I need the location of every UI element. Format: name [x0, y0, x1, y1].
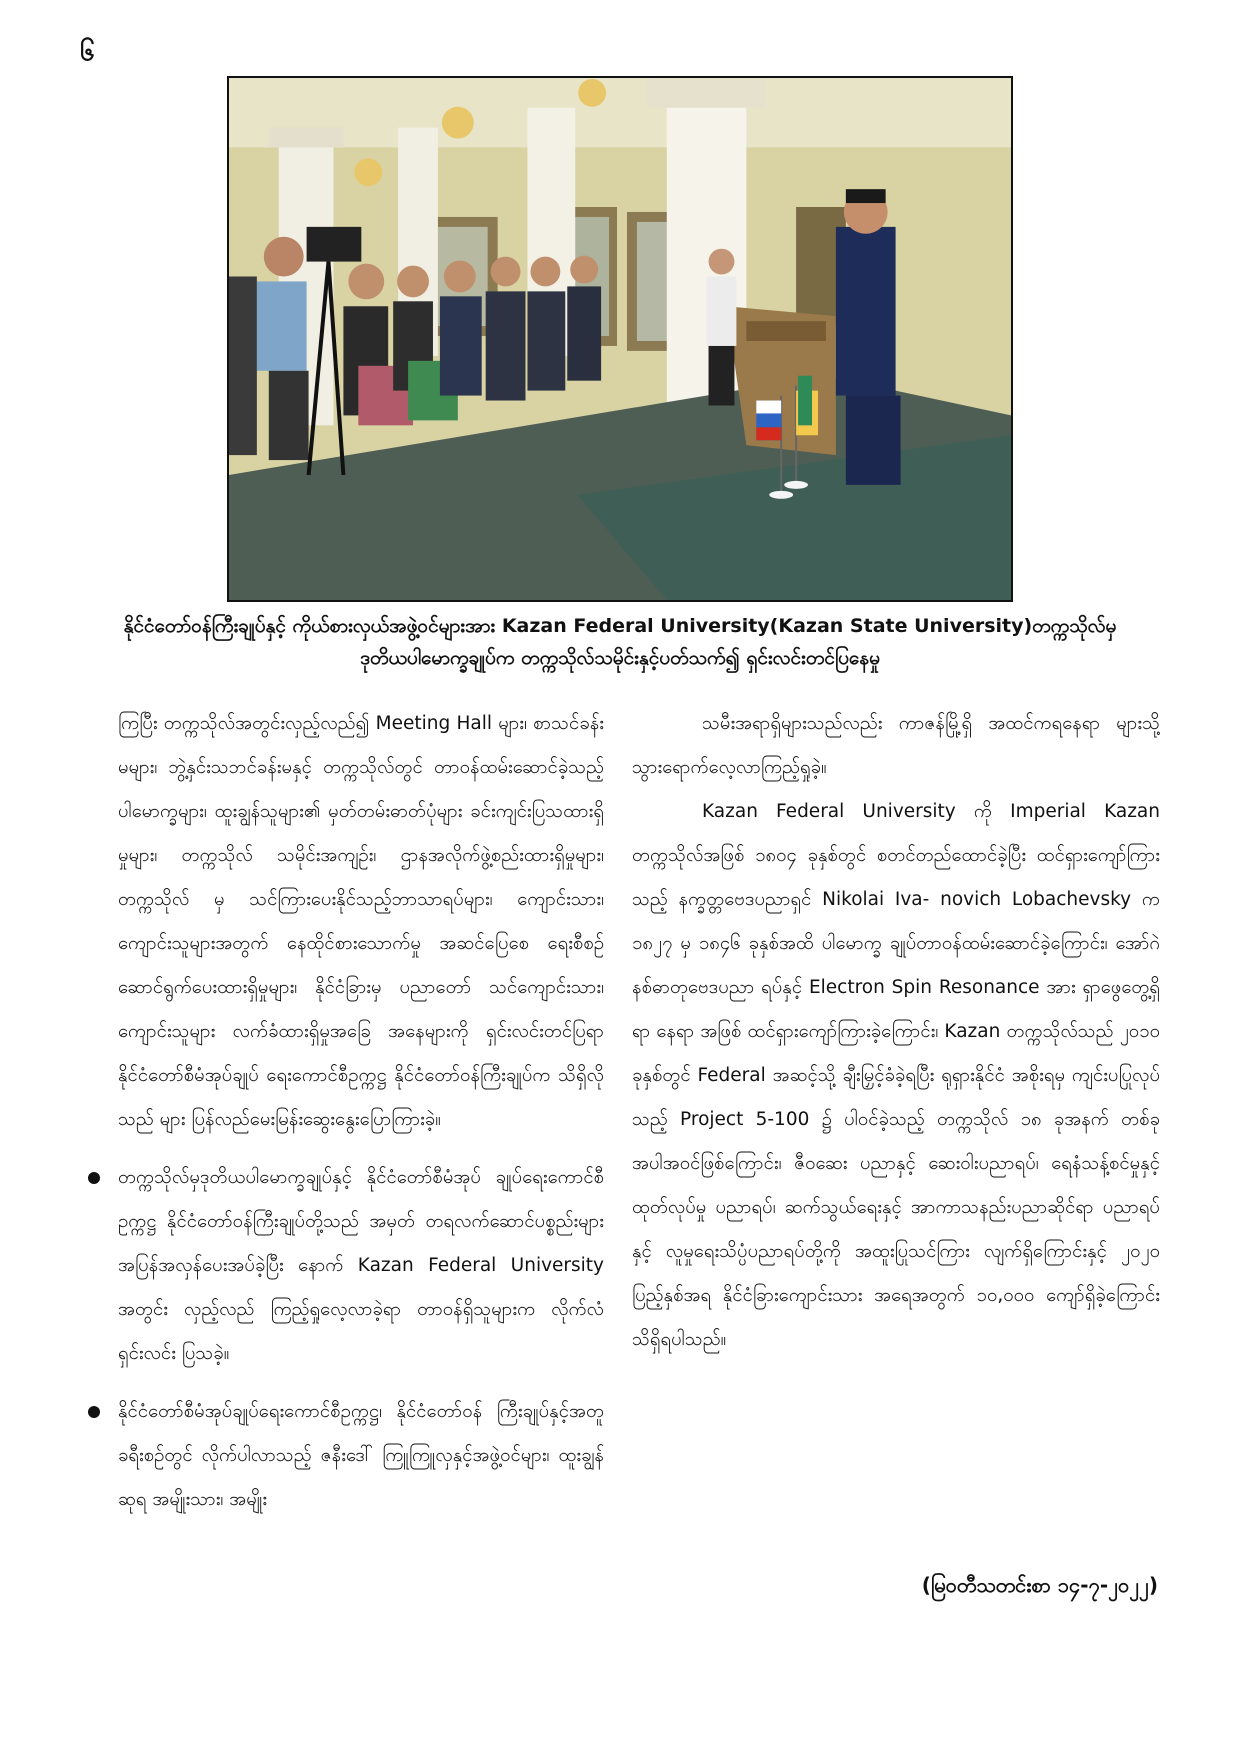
- page-number: ၆: [80, 37, 95, 67]
- photo-conference-hall: [229, 78, 1011, 600]
- left-paragraph: ကြပြီး တက္ကသိုလ်အတွင်းလှည့်လည်၍ Meeting Hall များ၊ စာသင်ခန်းမများ၊ ဘွဲ့နှင်းသဘင်ခန်းမနှင့် တက္ကသိုလ်တွင် တာဝန်ထမ်းဆောင်ခဲ့သည့် ပါမောက္ခများ၊ ထူးချွန်သူများ၏ မှတ်တမ်းဓာတ်ပုံများ ခင်းကျင်းပြသထားရှိမှုများ၊ တက္ကသိုလ် သမိုင်းအကျဉ်း၊ ဌာနအလိုက်ဖွဲ့စည်းထားရှိမှုများ၊ တက္ကသိုလ် မှ သင်ကြားပေးနိုင်သည့်ဘာသာရပ်များ၊ ကျောင်းသား၊ ကျောင်းသူများအတွက် နေထိုင်စားသောက်မှု အဆင်ပြေစေ ရေးစီစဉ်ဆောင်ရွက်ပေးထားရှိမှုများ၊ နိုင်ငံခြားမှ ပညာတော် သင်ကျောင်းသား၊ ကျောင်းသူများ လက်ခံထားရှိမှုအခြေ အနေများကို ရှင်းလင်းတင်ပြရာ နိုင်ငံတော်စီမံအုပ်ချုပ် ရေးကောင်စီဥက္ကဋ္ဌ နိုင်ငံတော်ဝန်ကြီးချုပ်က သိရှိလိုသည် များ ပြန်လည်မေးမြန်းဆွေးနွေးပြောကြားခဲ့။: [118, 713, 604, 1130]
- photo-caption: [60, 610, 1180, 674]
- bullet-icon: [88, 1172, 100, 1184]
- conference-hall-photo: [227, 76, 1013, 602]
- right-paragraph-2: Kazan Federal University ကို Imperial Kazan တက္ကသိုလ်အဖြစ် ၁၈၀၄ ခုနှစ်တွင် စတင်တည်ထောင်ခဲ့ပြီး ထင်ရှားကျော်ကြားသည့် နက္ခတ္တဗေဒပညာရှင် Nikolai Iva- novich Lobachevsky က ၁၈၂၇ မှ ၁၈၄၆ ခုနှစ်အထိ ပါမောက္ခ ချုပ်တာဝန်ထမ်းဆောင်ခဲ့ကြောင်း၊ အော်ဂဲနစ်ဓာတုဗေဒပညာ ရပ်နှင့် Electron Spin Resonance အား ရှာဖွေတွေ့ရှိရာ နေရာ အဖြစ် ထင်ရှားကျော်ကြားခဲ့ကြောင်း၊ Kazan တက္ကသိုလ်သည် ၂၀၁၀ ခုနှစ်တွင် Federal အဆင့်သို့ ချီးမြှင့်ခံခဲ့ရပြီး ရုရှားနိုင်ငံ အစိုးရမှ ကျင်းပပြုလုပ်သည့် Project 5-100 ၌ ပါဝင်ခဲ့သည့် တက္ကသိုလ် ၁၈ ခုအနက် တစ်ခုအပါအဝင်ဖြစ်ကြောင်း၊ ဇီဝဆေး ပညာနှင့် ဆေးဝါးပညာရပ်၊ ရေနံသန့်စင်မှုနှင့် ထုတ်လုပ်မှု ပညာရပ်၊ ဆက်သွယ်ရေးနှင့် အာကာသနည်းပညာဆိုင်ရာ ပညာရပ်နှင့် လူမှုရေးသိပ္ပံပညာရပ်တို့ကို အထူးပြုသင်ကြား လျက်ရှိကြောင်းနှင့် ၂၀၂၀ ပြည့်နှစ်အရ နိုင်ငံခြားကျောင်းသား အရေအတွက် ၁၀,၀၀၀ ကျော်ရှိခဲ့ကြောင်း သိရှိရပါသည်။: [632, 801, 1160, 1350]
- right-paragraph-1: သမီးအရာရှိများသည်လည်း ကာဇန်မြို့ရှိ အထင်ကရနေရာ များသို့ သွားရောက်လေ့လာကြည့်ရှုခဲ့။: [632, 713, 1160, 778]
- bullet-text: တက္ကသိုလ်မှဒုတိယပါမောက္ခချုပ်နှင့် နိုင်ငံတော်စီမံအုပ် ချုပ်ရေးကောင်စီဥက္ကဋ္ဌ နိုင်ငံတော်ဝန်ကြီးချုပ်တို့သည် အမှတ် တရလက်ဆောင်ပစ္စည်းများ အပြန်အလှန်ပေးအပ်ခဲ့ပြီး နောက် Kazan Federal University အတွင်း လှည့်လည် ကြည့်ရှုလေ့လာခဲ့ရာ တာဝန်ရှိသူများက လိုက်လံရှင်းလင်း ပြသခဲ့။: [118, 1167, 604, 1364]
- bullet-text: နိုင်ငံတော်စီမံအုပ်ချုပ်ရေးကောင်စီဥက္ကဋ္ဌ၊ နိုင်ငံတော်ဝန် ကြီးချုပ်နှင့်အတူ ခရီးစဉ်တွင် လိုက်ပါလာသည့် ဇနီးဒေါ် ကြူကြူလှနှင့်အဖွဲ့ဝင်များ၊ ထူးချွန်ဆုရ အမျိုးသား၊ အမျိုး: [118, 1401, 604, 1510]
- bullet-icon: [88, 1406, 100, 1418]
- left-column: [118, 702, 604, 1522]
- bullet-item: [118, 1390, 604, 1522]
- right-column: [632, 702, 1160, 1362]
- caption-line-2: ဒုတိယပါမောက္ခချုပ်က တက္ကသိုလ်သမိုင်းနှင့်ပတ်သက်၍ ရှင်းလင်းတင်ပြနေမှု: [360, 647, 880, 669]
- bullet-item: [118, 1156, 604, 1376]
- source-citation: (မြဝတီသတင်းစာ ၁၄-၇-၂၀၂၂): [921, 1573, 1158, 1597]
- caption-line-1: နိုင်ငံတော်ဝန်ကြီးချုပ်နှင့် ကိုယ်စားလှယ်အဖွဲ့ဝင်များအား Kazan Federal University(Kazan State University)တက္ကသိုလ်မှ: [123, 615, 1117, 637]
